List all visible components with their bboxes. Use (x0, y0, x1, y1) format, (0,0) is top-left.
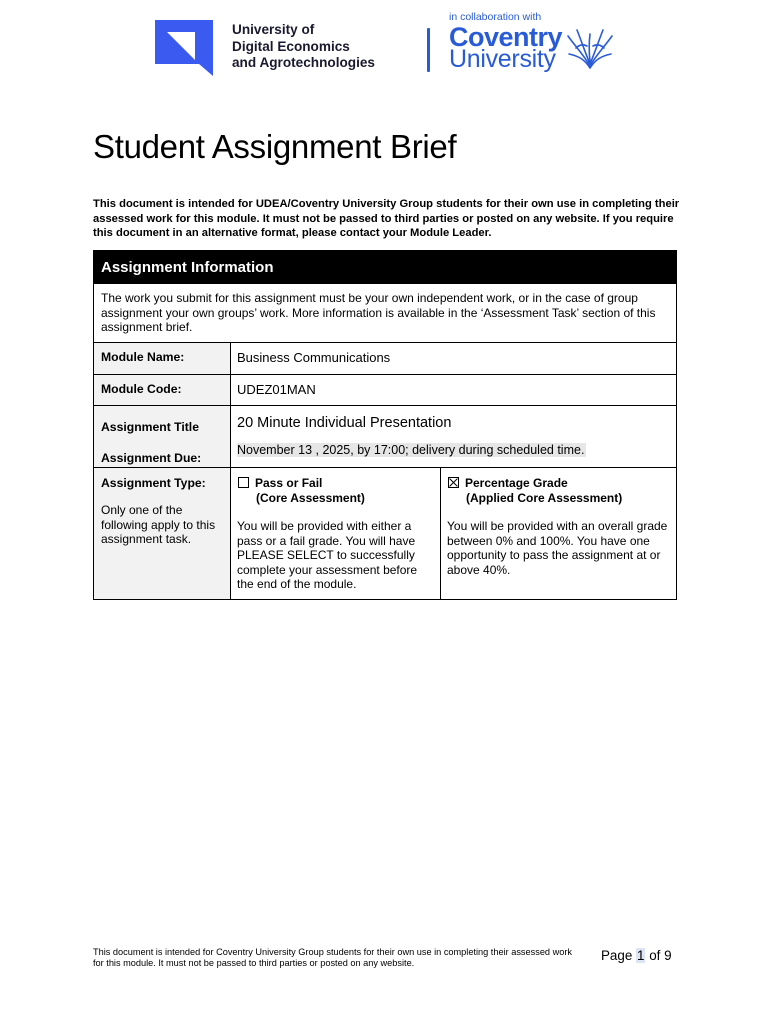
table-heading: Assignment Information (94, 251, 676, 284)
footer-notice: This document is intended for Coventry University Group students for their own use in completing their assessed work for this module. It must not be passed to third parties or posted on any website. (93, 947, 572, 969)
table-row (94, 467, 676, 599)
table-row (94, 342, 676, 374)
assignment-type-label-cell (94, 468, 231, 599)
phoenix-logo-icon (565, 26, 615, 72)
assignment-title-value: 20 Minute Individual Presentation (237, 415, 452, 431)
option-label: Percentage Grade (465, 476, 568, 490)
module-code-value: UDEZ01MAN (237, 382, 316, 397)
assignment-info-table (93, 250, 677, 600)
title-due-labels (94, 406, 231, 467)
page-title: Student Assignment Brief (93, 128, 457, 165)
assignment-description: The work you submit for this assignment must be your own independent work, or in the case of group assignment your own groups’ work. More information is available in the ‘Assessment Task’ section of this assignment brief. (101, 291, 656, 334)
option-description: You will be provided with an overall grade between 0% and 100%. You have one opportunity to pass the assignment at or above 40%. (447, 519, 668, 577)
option-label: Pass or Fail (255, 476, 323, 490)
option-description: You will be provided with either a pass or a fail grade. You will have PLEASE SELECT to successfully complete your assessment before the end of the module. (237, 519, 418, 591)
percentage-grade-option (441, 468, 676, 599)
module-code-label: Module Code: (94, 375, 231, 405)
assignment-type-label: Assignment Type: (101, 476, 206, 490)
module-name-label: Module Name: (94, 343, 231, 374)
table-row (94, 405, 676, 467)
page-number (601, 948, 672, 963)
udea-name-line: University of (232, 22, 315, 37)
udea-name (232, 22, 375, 72)
logo-divider (427, 28, 430, 72)
module-name-value: Business Communications (237, 350, 391, 365)
udea-name-line: Digital Economics (232, 38, 350, 54)
udea-name-line: and Agrotechnologies (232, 55, 375, 70)
option-sublabel: (Applied Core Assessment) (466, 490, 623, 505)
collaboration-text: in collaboration with (449, 11, 542, 23)
percentage-grade-checkbox[interactable] (448, 477, 459, 488)
udea-logo-icon (155, 20, 213, 76)
assignment-due-value[interactable]: November 13 , 2025, by 17:00; delivery during scheduled time. (237, 443, 585, 457)
title-due-values (231, 406, 676, 467)
assignment-type-note: Only one of the following apply to this assignment task. (101, 503, 216, 546)
option-sublabel: (Core Assessment) (256, 490, 365, 505)
page-word: Page (601, 948, 633, 963)
current-page[interactable]: 1 (637, 948, 645, 963)
assignment-title-label: Assignment Title (101, 420, 199, 434)
coventry-logo-text: University (449, 45, 556, 73)
page-total: of 9 (649, 948, 672, 963)
coventry-logo-text: Coventry (449, 22, 563, 52)
pass-fail-checkbox[interactable] (238, 477, 249, 488)
intro-notice: This document is intended for UDEA/Coventry University Group students for their own use in completing their assessed work for this module. It must not be passed to third parties or posted on any website. If you require this document in an alternative format, please contact your Module Leader. (93, 198, 680, 240)
assignment-due-label: Assignment Due: (101, 451, 202, 465)
pass-fail-option (231, 468, 441, 599)
table-row (94, 374, 676, 405)
